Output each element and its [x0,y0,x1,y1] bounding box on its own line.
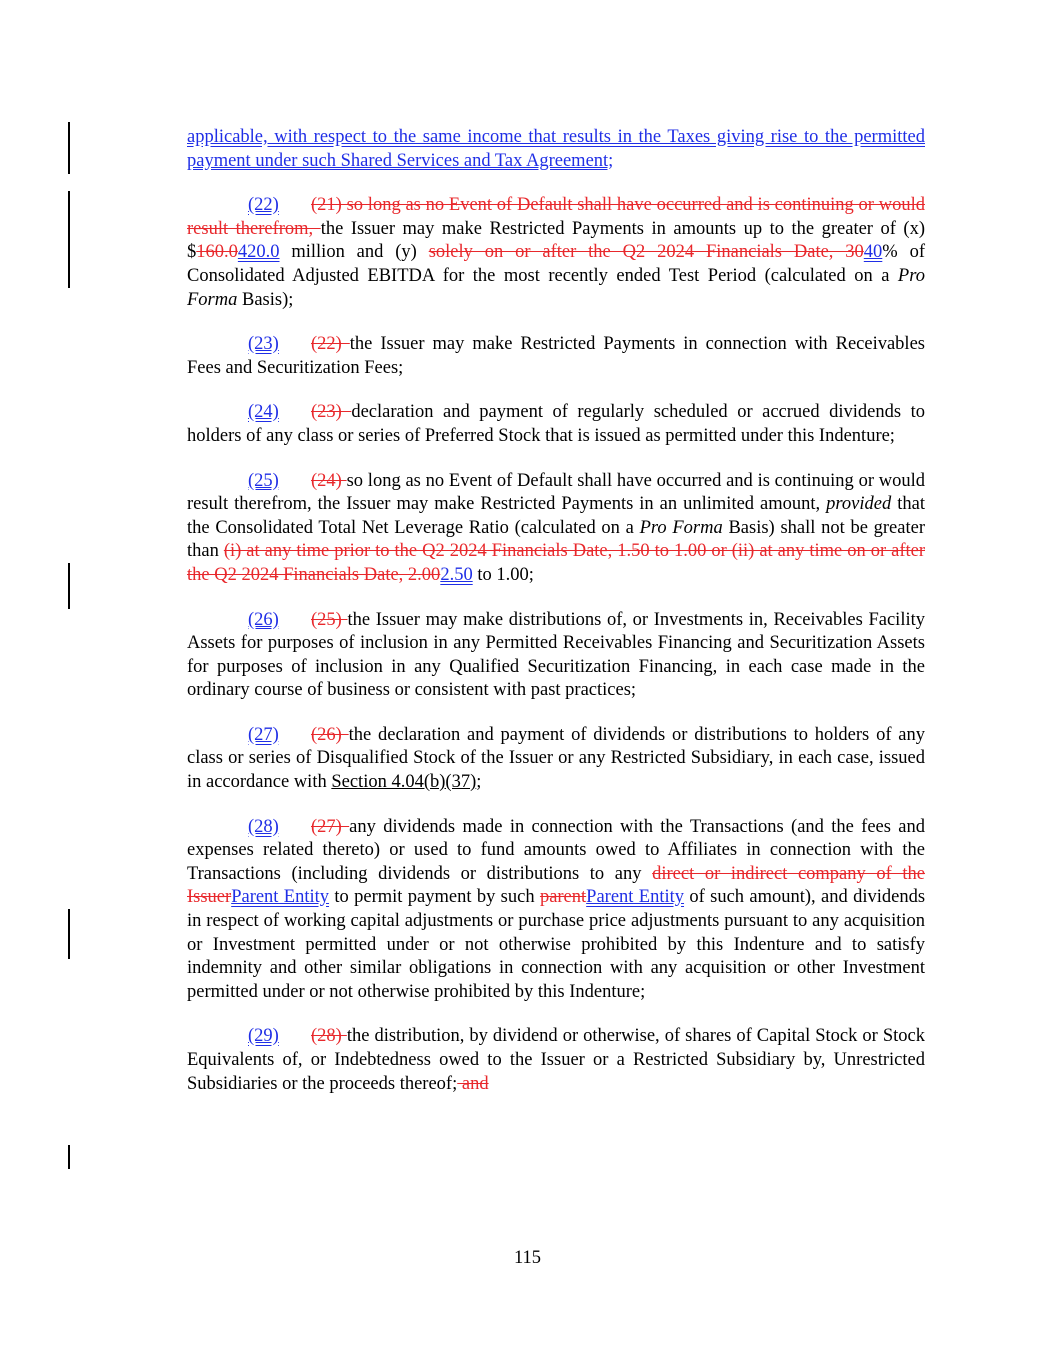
deleted-text: (27) [311,816,350,837]
paragraph-p22 [187,194,925,312]
body-text: the Issuer may make Restricted Payments in connection with Receivables Fees and Securitization Fees; [187,334,925,378]
deleted-text: (26) [311,724,349,745]
deleted-text: (21) so long as no Event of Default shall have occurred and is continuing or would result therefrom, [187,195,925,239]
body-text: declaration and payment of regularly scheduled or accrued dividends to holders of any class or series of Preferred Stock that is issued as permitted under this Indenture; [187,402,925,446]
italic-text: Pro Forma [639,517,723,538]
change-bar [68,563,70,609]
paragraph-p-cont [187,126,925,173]
body-text: Basis) shall not be greater than [187,517,925,562]
body-text: the distribution, by dividend or otherwise, of shares of Capital Stock or Stock Equivalents of, or Indebtedness owed to the Issuer or a Restricted Subsidiary by, Unrestricted Subsidiaries or the proceeds thereof; [187,1026,925,1094]
body-text: so long as no Event of Default shall have occurred and is continuing or would result therefrom, the Issuer may make Restricted Payments in an unlimited amount, [187,470,925,515]
inserted-clause-number: (26) [248,609,279,630]
change-bar [68,1145,70,1169]
section-reference: Section 4.04(b)(37) [331,772,477,793]
body-text: ; [476,772,482,793]
inserted-text: applicable, with respect to the same income that results in the Taxes giving rise to the permitted payment under such Shared Services and Tax Agreement; [187,127,925,171]
deleted-text: parent [539,887,587,908]
body-text: of such amount), and dividends in respect of working capital adjustments or purchase price adjustments pursuant to any acquisition or Investment permitted under or not otherwise prohibited by this Indenture and to satisfy indemnity and other similar obligations in connection with any acquisition or other Investment permitted under or not otherwise prohibited by this Indenture; [187,887,926,1002]
body-text: that the Consolidated Total Net Leverage Ratio (calculated on a [187,494,925,538]
inserted-clause-number: (29) [248,1026,279,1047]
body-text: the Issuer may make Restricted Payments in amounts up to the greater of (x) $ [187,218,925,263]
deleted-text: 160.0 [196,242,238,263]
inserted-clause-number: (23) [248,334,279,355]
body-text: the declaration and payment of dividends or distributions to holders of any class or series of Disqualified Stock of the Issuer or any Restricted Subsidiary, in each case, issued in accordance with [187,724,925,793]
change-bar [68,909,70,959]
inserted-clause-number: (25) [248,470,279,491]
deleted-text: and [457,1073,489,1094]
page-number: 115 [513,1248,542,1268]
deleted-text: (23) [311,402,352,423]
body-text: million and (y) [279,242,429,263]
paragraph-p28 [187,816,925,1005]
deleted-text: (28) [311,1026,347,1047]
paragraph-p26 [187,609,925,703]
deleted-text: (24) [311,470,347,491]
document-body [187,126,925,1117]
inserted-clause-number: (28) [248,816,279,837]
inserted-clause-number: (22) [248,195,279,216]
body-text: any dividends made in connection with the Transactions (and the fees and expenses related thereto) or used to fund amounts owed to Affiliates in connection with the Transactions (including dividends or distributions to any [187,816,926,884]
inserted-clause-number: (27) [248,724,279,745]
body-text: to 1.00; [472,564,534,585]
inserted-text: Parent Entity [586,887,685,908]
paragraph-p24 [187,401,925,448]
body-text: % of Consolidated Adjusted EBITDA for the most recently ended Test Period (calculated on a [187,242,925,286]
change-bar [68,191,70,288]
paragraph-p29 [187,1025,925,1096]
inserted-text: Parent Entity [231,887,330,908]
body-text: to permit payment by such [329,887,540,908]
body-text: Basis); [237,289,294,310]
deleted-text: (i) at any time prior to the Q2 2024 Financials Date, 1.50 to 1.00 or (ii) at any time on or after the Q2 2024 Financials Date, 2.00 [187,541,925,585]
deleted-text: solely on or after the Q2 2024 Financials Date, 30 [428,242,864,263]
italic-text: provided [826,494,892,515]
body-text: the Issuer may make distributions of, or Investments in, Receivables Facility Assets for purposes of inclusion in any Permitted Receivables Financing and Securitization Assets for purposes of inclusion in any Qualified Securitization Financing, in each case made in the ordinary course of business or consistent with past practices; [187,609,925,701]
italic-text: Pro Forma [187,265,925,310]
inserted-text: 40 [863,242,883,263]
deleted-text: direct or indirect company of the Issuer [187,863,925,908]
deleted-text: (22) [311,334,350,355]
inserted-clause-number: (24) [248,402,279,423]
paragraph-p27 [187,724,925,795]
paragraph-p23 [187,333,925,380]
change-bar [68,122,70,174]
deleted-text: (25) [311,609,348,630]
inserted-text: 2.50 [440,564,473,585]
paragraph-p25 [187,470,925,588]
inserted-text: 420.0 [237,242,280,263]
